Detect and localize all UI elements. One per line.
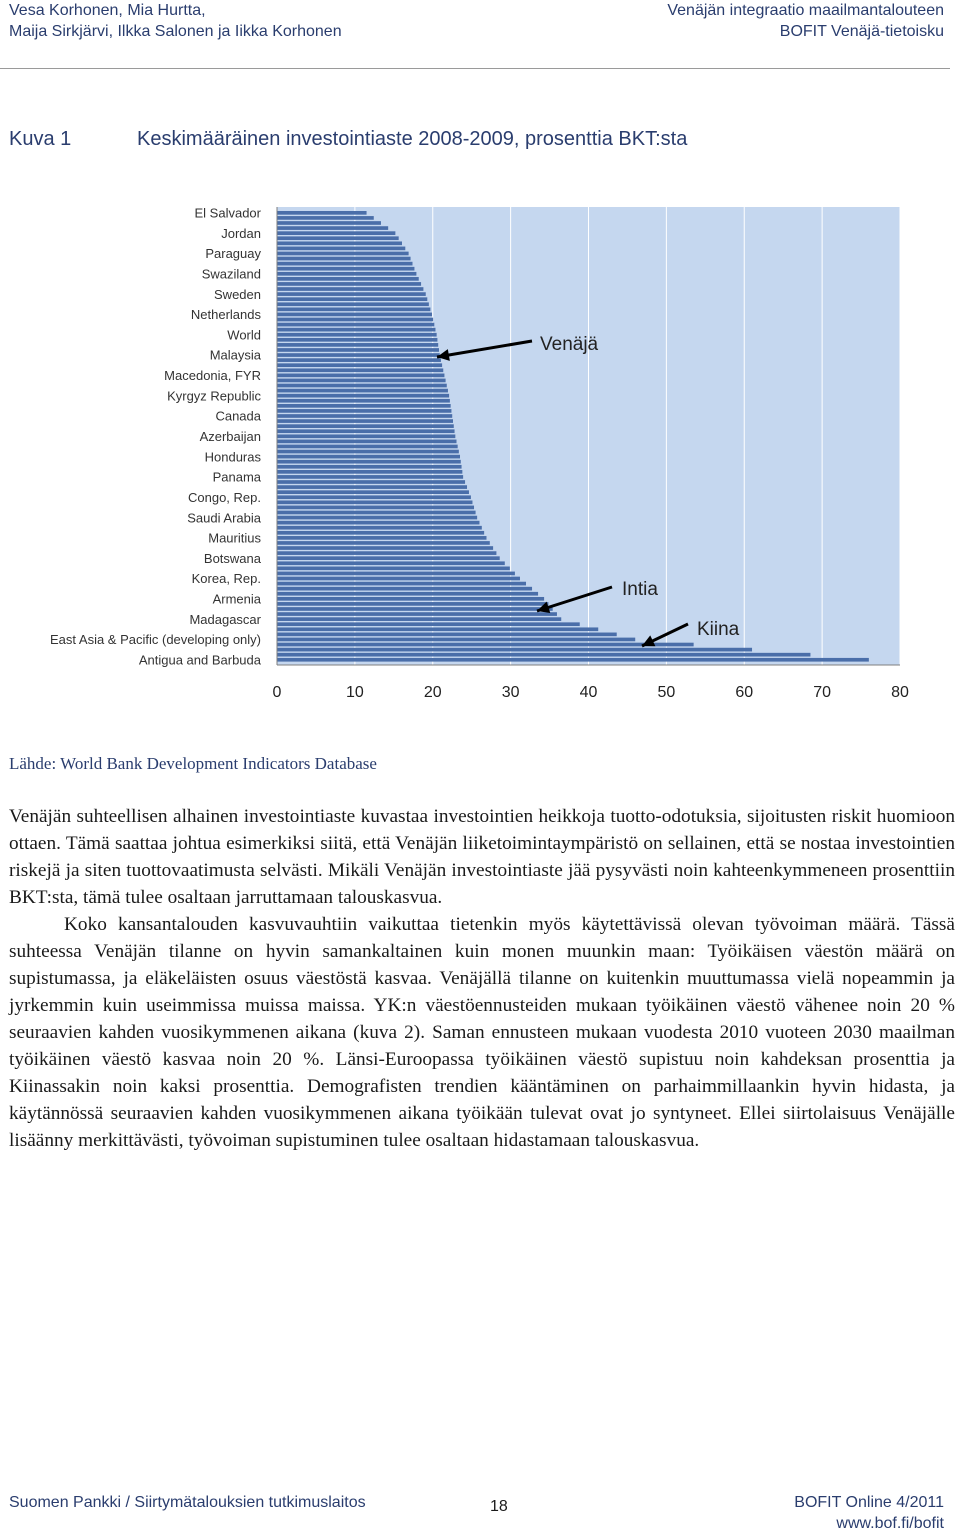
header-authors-line1: Vesa Korhonen, Mia Hurtta, [9,2,206,19]
bar [277,247,405,251]
paragraph-1: Venäjän suhteellisen alhainen investointiaste kuvastaa investointien heikkoja tuotto-odotuksia, sijoitusten riskit huomioon ottaen. Tämä saattaa johtua esimerkiksi siitä, että Venäjän liiketoimintaympäristö on sellainen, että se nostaa investointien riskejä ja siten tuottovaatimusta selvästi. Mikäli Venäjän investointiaste jää pysyvästi noin kahteenkymmeneen prosenttiin BKT:sta, tämä tulee osaltaan jarruttamaan talouskasvua. [9,806,955,908]
bar [277,602,548,606]
bar [277,424,454,428]
bar [277,333,437,337]
bar [277,567,510,571]
bar [277,582,526,586]
bar [277,607,553,611]
category-label: Sweden [214,286,261,302]
bar [277,374,444,378]
bar [277,297,427,301]
bar [277,389,448,393]
category-label: Botswana [203,550,261,566]
bar [277,348,439,352]
bar [277,648,752,652]
category-label: Swaziland [201,266,261,282]
x-tick-label: 10 [345,684,364,701]
bar [277,277,419,281]
bar [277,612,557,616]
x-tick-label: 80 [891,684,909,701]
bar [277,551,496,555]
category-label: Malaysia [209,347,261,363]
x-tick-label: 50 [657,684,676,701]
category-label: Saudi Arabia [187,510,261,526]
bar [277,287,423,291]
bar [277,313,432,317]
bar [277,236,399,240]
header-title-line1: Venäjän integraatio maailmantalouteen [667,2,944,19]
bar [277,267,414,271]
x-tick-label: 20 [423,684,442,701]
bar [277,302,429,306]
bar [277,597,544,601]
bar [277,399,450,403]
bar [277,231,395,235]
category-label: Jordan [221,225,261,241]
bar [277,211,367,215]
bar [277,414,452,418]
figure-title: Keskimääräinen investointiaste 2008-2009, prosenttia BKT:sta [137,128,688,150]
bar [277,419,453,423]
bar [277,495,471,499]
bar [277,384,447,388]
bar [277,546,493,550]
bar [277,470,462,474]
bar [277,511,476,515]
bar [277,353,440,357]
bar [277,658,869,662]
category-label: Panama [212,469,261,485]
bar [277,506,474,510]
bar [277,292,426,296]
bar [277,638,635,642]
bar [277,516,477,520]
footer-publication [794,1492,944,1534]
category-label: World [227,327,261,343]
category-label: Paraguay [205,246,261,262]
bar [277,653,810,657]
figure-label: Kuva 1 [9,128,72,150]
bar [277,577,520,581]
bar [277,475,463,479]
category-label: Canada [215,408,261,424]
bar [277,521,479,525]
bar [277,440,457,444]
x-tick-label: 70 [813,684,832,701]
bar [277,460,461,464]
category-label: Netherlands [190,307,261,323]
x-tick-label: 30 [501,684,520,701]
body-text [9,803,955,1154]
paragraph-2: Koko kansantalouden kasvuvauhtiin vaikuttaa tietenkin myös käytettävissä olevan työvoiman määrä. Tässä suhteessa Venäjän tilanne on hyvin samankaltainen kuin monen muunkin maan: Työikäisen väestön määrä on supistumassa, ja eläkeläisten osuus väestöstä kasvaa. Venäjällä tilanne on kuitenkin muuttumassa vielä nopeammin ja jyrkemmin kuin useimmissa muissa maissa. YK:n väestöennusteiden mukaan työikäinen väestö vähenee noin 20 % seuraavien kahden vuosikymmenen aikana (kuva 2). Saman ennusteen mukaan vuodesta 2010 vuoteen 2030 maailman työikäinen väestö kasvaa noin 20 %. Länsi-Euroopassa työikäinen väestö supistuu noin kahdeksan prosenttia ja Kiinassakin noin kaksi prosenttia. Demografisten trendien kääntäminen on parhaimmillaankin hyvin hidasta, ja käytännössä seuraavien kahden vuosikymmenen aikana työikään tulevat ovat jo syntyneet. Ellei siirtolaisuus Venäjälle lisäänny merkittävästi, työvoiman supistuminen tulee osaltaan hidastamaan talouskasvua. [9,914,955,1151]
header-authors-line2: Maija Sirkjärvi, Ilkka Salonen ja Iikka Korhonen [9,23,342,40]
bar [277,556,500,560]
category-label: Armenia [212,591,261,607]
bar [277,307,430,311]
footer-url: www.bof.fi/bofit [836,1515,944,1532]
category-label: East Asia & Pacific (developing only) [50,632,261,648]
bar [277,318,433,322]
bar [277,394,449,398]
bar [277,328,435,332]
bar [277,434,455,438]
page-header-authors [9,0,342,42]
footer-series: BOFIT Online 4/2011 [794,1494,944,1511]
bar [277,323,434,327]
x-tick-label: 0 [272,684,282,701]
bar [277,216,374,220]
bar [277,633,617,637]
page-header-publication [667,0,944,42]
bar [277,241,402,245]
bar [277,409,451,413]
figure-source: Lähde: World Bank Development Indicators Database [9,754,377,773]
category-label: Korea, Rep. [191,571,261,587]
bar [277,622,580,626]
x-tick-label: 40 [579,684,598,701]
bar [277,338,437,342]
category-label: El Salvador [194,205,261,221]
category-label: Congo, Rep. [188,489,261,505]
bar [277,617,561,621]
annotation-label: Intia [622,579,658,600]
category-label: Honduras [204,449,261,465]
bar [277,572,515,576]
bar [277,272,416,276]
bar [277,587,532,591]
bar [277,262,413,266]
bar [277,445,458,449]
annotation-label: Kiina [697,619,740,640]
bar [277,485,467,489]
bar [277,627,598,631]
bar [277,480,465,484]
bar [277,429,455,433]
category-label: Kyrgyz Republic [167,388,261,404]
bar [277,592,538,596]
bar [277,358,441,362]
footer-institution: Suomen Pankki / Siirtymätalouksien tutkimuslaitos [9,1494,366,1511]
category-label: Madagascar [189,611,261,627]
investment-rate-bar-chart [0,195,960,715]
category-label: Mauritius [208,530,261,546]
bar [277,526,482,530]
bar [277,531,484,535]
category-label: Macedonia, FYR [164,368,261,384]
bar [277,221,381,225]
page-number: 18 [490,1498,508,1515]
bar [277,379,446,383]
bar [277,368,443,372]
bar [277,490,469,494]
bar [277,561,505,565]
bar [277,500,472,504]
bar [277,282,421,286]
bar [277,343,438,347]
bar [277,404,451,408]
category-label: Azerbaijan [199,429,261,444]
category-label: Antigua and Barbuda [138,652,261,668]
bar [277,643,694,647]
header-title-line2: BOFIT Venäjä-tietoisku [779,23,944,40]
bar [277,541,490,545]
bar [277,455,460,459]
figure-caption [9,128,687,151]
header-divider [0,68,950,69]
bar [277,363,442,367]
x-tick-label: 60 [735,684,754,701]
annotation-label: Venäjä [540,334,599,355]
bar [277,257,411,261]
bar [277,536,486,540]
bar [277,465,462,469]
bar [277,252,409,256]
bar [277,226,388,230]
bar [277,450,459,454]
